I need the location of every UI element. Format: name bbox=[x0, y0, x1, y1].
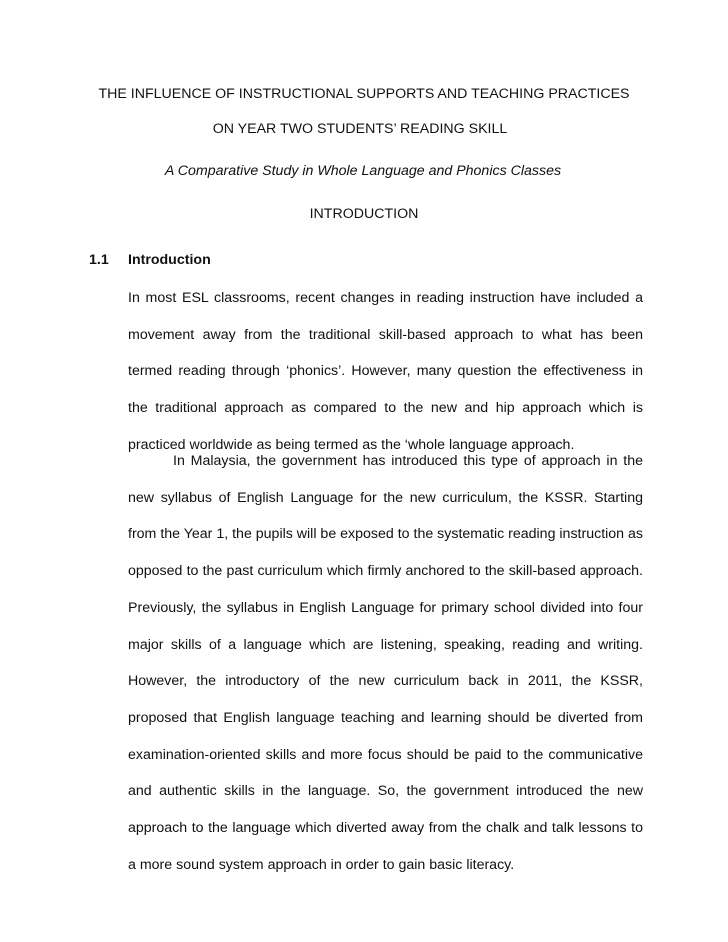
chapter-heading: INTRODUCTION bbox=[309, 206, 419, 222]
paragraph-1: In most ESL classrooms, recent changes in reading instruction have included a movement away from the traditional skill-based approach to what has been termed reading through ‘phonics’. However, many question the effectiveness in the traditional approach as compared to the new and hip approach which is practiced worldwide as being termed as the ‘whole language approach. bbox=[128, 290, 643, 453]
document-subtitle: A Comparative Study in Whole Language and Phonics Classes bbox=[164, 163, 562, 179]
document-title-line-1: THE INFLUENCE OF INSTRUCTIONAL SUPPORTS AND TEACHING PRACTICES bbox=[98, 86, 630, 102]
section-number: 1.1 bbox=[89, 252, 109, 268]
section-title: Introduction bbox=[128, 252, 211, 268]
paragraph-2: In Malaysia, the government has introduced this type of approach in the new syllabus of English Language for the new curriculum, the KSSR. Starting from the Year 1, the pupils will be exposed to the systematic reading instruction as opposed to the past curriculum which firmly anchored to the skill-based approach. Previously, the syllabus in English Language for primary school divided into four major skills of a language which are listening, speaking, reading and writing. However, the introductory of the new curriculum back in 2011, the KSSR, proposed that English language teaching and learning should be diverted from examination-oriented skills and more focus should be paid to the communicative and authentic skills in the language. So, the government introduced the new approach to the language which diverted away from the chalk and talk lessons to a more sound system approach in order to gain basic literacy. bbox=[128, 453, 643, 873]
document-title-line-2: ON YEAR TWO STUDENTS’ READING SKILL bbox=[212, 121, 508, 137]
